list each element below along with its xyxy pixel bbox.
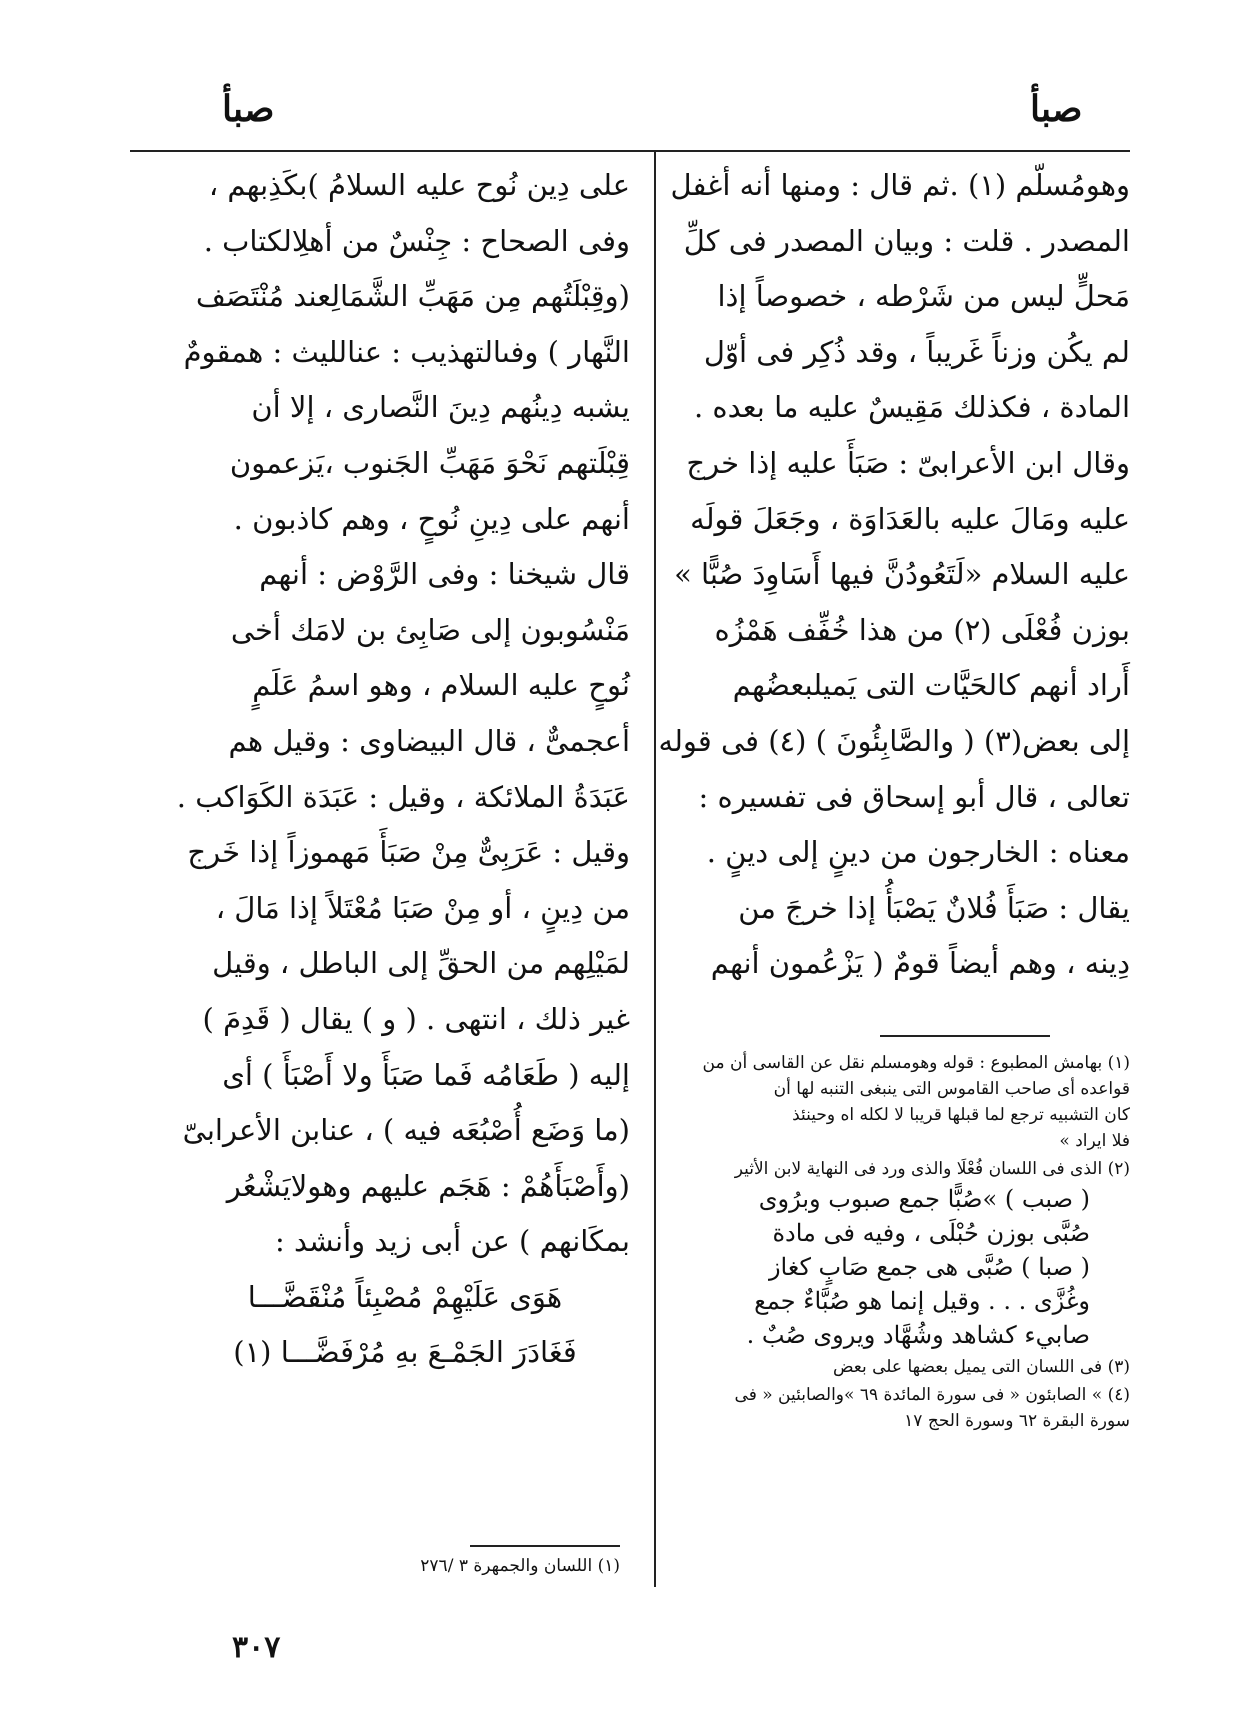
text-line: عليه ومَالَ عليه بالعَدَاوَة ، وجَعَلَ قولَه [690, 501, 1130, 536]
footnote-line: (١) اللسان والجمهرة ٣ /٢٧٦ [420, 1556, 620, 1576]
footnote-line: كان التشبيه ترجع لما قبلها قريبا لا لكله اه وحينئذ [792, 1105, 1130, 1125]
text-line: بمكَانهم ) عن أبى زيد وأنشد : [274, 1224, 630, 1259]
text-line: أعجمىٌّ ، قال البيضاوى : وقيل هم [228, 723, 630, 758]
text-line: مَحلٍّ ليس من شَرْطه ، خصوصاً إذا [717, 279, 1130, 314]
header-rule [130, 150, 1130, 152]
text-line: يشبه دِينُهم دِينَ النَّصارى ، إلا أن [251, 390, 630, 425]
footnote [700, 1382, 1130, 1434]
footnote [700, 1156, 1130, 1352]
text-line: وهومُسلّم (١) .ثم قال : ومنها أنه أغفل [670, 168, 1130, 202]
text-line: من دِينٍ ، أو مِنْ صَبَا مُعْتَلاً إذا مَالَ ، [215, 890, 630, 925]
text-line: إلى بعض(٣) ( والصَّابِئُونَ ) (٤) فى قوله [658, 723, 1130, 758]
text-line: وفى الصحاح : جِنْسٌ من أهلِالكتاب . [203, 223, 630, 258]
footnote [700, 1354, 1130, 1380]
footnote-quote-line: صُبَّى بوزن حُبْلَى ، وفيه فى مادة [772, 1219, 1090, 1247]
text-line: على دِين نُوح عليه السلامُ )بكَذِبهم ، [208, 168, 630, 202]
text-line: تعالى ، قال أبو إسحاق فى تفسيره : [698, 779, 1130, 814]
column-divider [654, 152, 656, 1587]
footnote-quote-line: ( صبا ) صُبَّى هى جمع صَابٍ كغاز [768, 1253, 1090, 1281]
text-line: المادة ، فكذلك مَقِيسٌ عليه ما بعده . [693, 390, 1130, 425]
footnote-rule-right [880, 1035, 1050, 1037]
text-line: أَراد أنهم كالحَيَّات التى يَميلبعضُهم [732, 668, 1130, 703]
text-line: معناه : الخارجون من دينٍ إلى دينٍ . [706, 835, 1130, 870]
footnote-line: قواعده أى صاحب القاموس التى ينبغى التنبه لها أن [773, 1079, 1130, 1099]
right-column [658, 158, 1130, 992]
text-line: بوزن فُعْلَى (٢) من هذا خُفِّف هَمْزُه [714, 612, 1130, 647]
header-word-left: صبأ [222, 88, 275, 130]
text-line: النَّهار ) وفىالتهذيب : عنالليث : همقومٌ [183, 334, 630, 369]
text-line: (وأَصْبَأَهُمْ : هَجَم عليهم وهولايَشْعُر [226, 1168, 630, 1203]
footnote-line: (٢) الذى فى اللسان فُعْلَا والذى ورد فى النهاية لابن الأثير [734, 1159, 1130, 1179]
text-line: لم يكُن وزناً غَريباً ، وقد ذُكِر فى أوّل [703, 334, 1130, 369]
text-line: دِينه ، وهم أيضاً قومٌ ( يَزْعُمون أنهم [710, 946, 1130, 981]
header-word-right: صبأ [1030, 88, 1083, 130]
footnote-rule-left [470, 1545, 620, 1547]
text-line: أنهم على دِينِ نُوحٍ ، وهم كاذبون . [233, 501, 630, 536]
footnotes-left [300, 1553, 620, 1579]
text-line: نُوحٍ عليه السلام ، وهو اسمُ عَلَمٍ [252, 668, 630, 703]
text-line: يقال : صَبَأَ فُلانٌ يَصْبَأُ إذا خرجَ من [738, 890, 1130, 925]
text-line: عَبَدَةُ الملائكة ، وقيل : عَبَدَة الكَوَاكب . [176, 779, 630, 814]
verse-line: فَغَادَرَ الجَمْـعَ بهِ مُرْفَضَّـــا (١) [233, 1335, 577, 1370]
footnote-line: (٤) » الصابئون « فى سورة المائدة ٦٩ »والصابئين « فى [734, 1385, 1130, 1405]
text-line: غير ذلك ، انتهى . ( و ) يقال ( قَدِمَ ) [202, 1001, 630, 1036]
text-line: قال شيخنا : وفى الرَّوْض : أنهم [259, 557, 630, 592]
footnote-line: سورة البقرة ٦٢ وسورة الحج ١٧ [904, 1411, 1130, 1431]
left-column [176, 158, 630, 1381]
footnote-line: (١) بهامش المطبوع : قوله وهومسلم نقل عن القاسى أن من [702, 1053, 1130, 1073]
footnote [700, 1050, 1130, 1154]
footnote-quote-line: ( صبب ) »صُبًّا جمع صبوب وبرُوى [758, 1185, 1090, 1213]
text-line: وقيل : عَرَبِىٌّ مِنْ صَبَأَ مَهموزاً إذا خَرج [187, 835, 630, 870]
footnotes-right [700, 1050, 1130, 1436]
footnote-line: فلا ايراد » [1059, 1131, 1130, 1151]
text-line: عليه السلام «لَتَعُودُنَّ فيها أَسَاوِدَ صُبًّا » [674, 557, 1130, 592]
text-line: لمَيْلِهم من الحقِّ إلى الباطل ، وقيل [212, 946, 630, 981]
footnote-quote-line: وغُزَّى . . . وقيل إنما هو صُبَّاءٌ جمع [754, 1287, 1090, 1315]
text-line: مَنْسُوبون إلى صَابِئ بن لامَك أخى [230, 612, 630, 647]
verse-line: هَوَى عَلَيْهِمْ مُصْبِئاً مُنْقَضَّـــا [247, 1279, 563, 1314]
footnote-quote-line: صابيء كشاهد وشُهَّاد ويروى صُبٌ . [746, 1321, 1090, 1349]
text-line: المصدر . قلت : وبيان المصدر فى كلِّ [683, 223, 1130, 258]
text-line: (ما وَضَع أُصْبُعَه فيه ) ، عنابن الأعرابىّ [182, 1113, 630, 1148]
text-line: (وقِبْلَتُهم مِن مَهَبِّ الشَّمَالِعند مُنْتَصَف [195, 279, 630, 314]
footnote-line: (٣) فى اللسان التى يميل بعضها على بعض [832, 1357, 1130, 1377]
text-line: إليه ( طَعَامُه فَما صَبَأَ ولا أَصْبَأَ ) أى [222, 1057, 630, 1092]
page-number: ٣٠٧ [232, 1630, 281, 1665]
text-line: وقال ابن الأعرابىّ : صَبَأَ عليه إذا خرج [686, 445, 1130, 480]
text-line: قِبْلَتهم نَحْوَ مَهَبِّ الجَنوب ،يَزعمون [229, 445, 630, 480]
